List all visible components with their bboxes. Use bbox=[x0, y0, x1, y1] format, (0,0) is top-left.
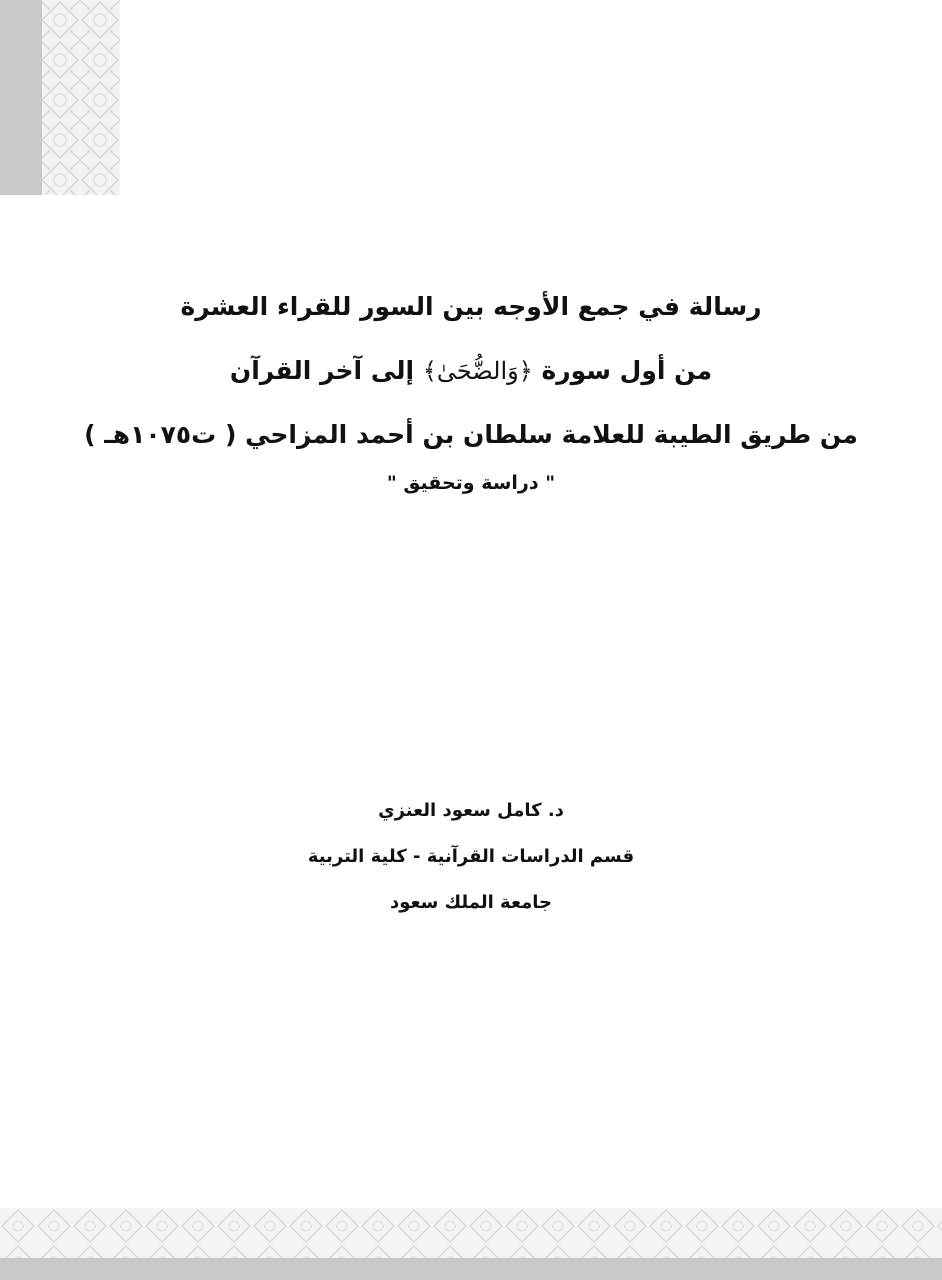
bottom-bar bbox=[0, 1258, 942, 1280]
sura-name: ﴿وَالضُّحَىٰ﴾ bbox=[422, 357, 533, 385]
author-university: جامعة الملك سعود bbox=[390, 892, 552, 913]
geometric-border-icon bbox=[0, 1208, 942, 1258]
author-name: د. كامل سعود العنزي bbox=[378, 800, 564, 821]
author-department: قسم الدراسات القرآنية - كلية التربية bbox=[307, 846, 635, 867]
title-line-3: من طريق الطيبة للعلامة سلطان بن أحمد المزاحي ( ت١٠٧٥هـ ) bbox=[84, 420, 858, 449]
title-line-2-before: من أول سورة bbox=[532, 356, 713, 385]
subtitle: " دراسة وتحقيق " bbox=[386, 472, 556, 494]
title-line-2 bbox=[60, 354, 882, 388]
bottom-ornament bbox=[0, 1208, 942, 1258]
corner-strip bbox=[0, 0, 42, 195]
title-line-2-after: إلى آخر القرآن bbox=[229, 356, 423, 385]
author-block bbox=[200, 798, 742, 936]
title-block bbox=[60, 290, 882, 496]
title-line-1: رسالة في جمع الأوجه بين السور للقراء العشرة bbox=[180, 292, 762, 321]
